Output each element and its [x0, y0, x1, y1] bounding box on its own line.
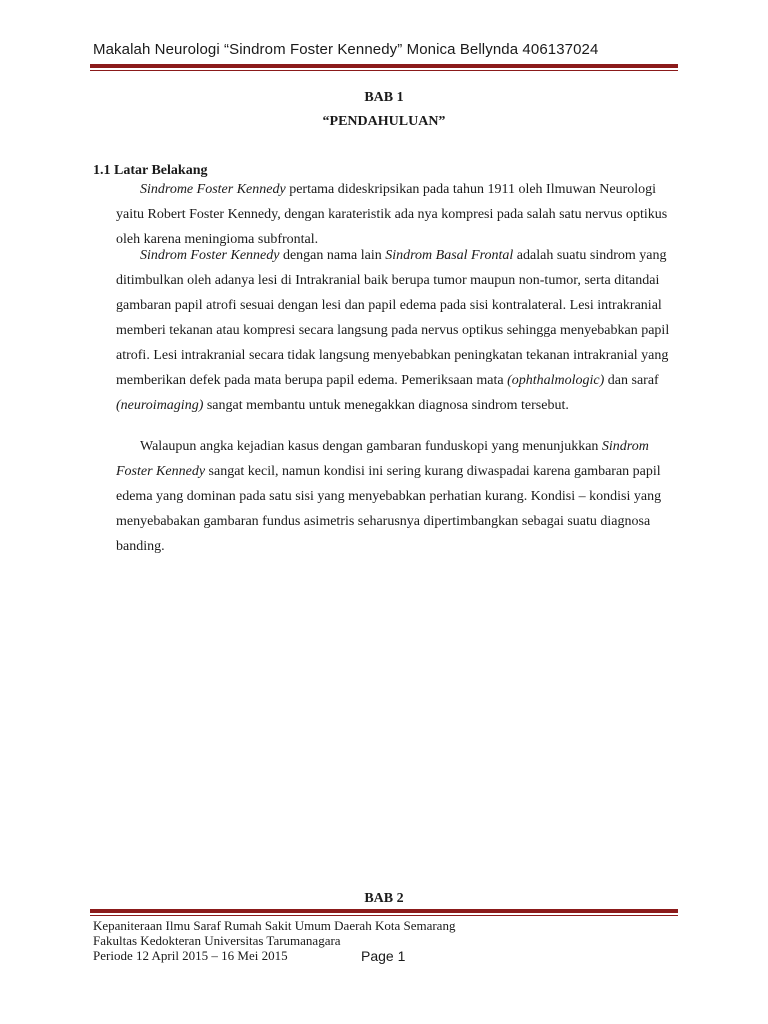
chapter-label: BAB 1 [364, 90, 404, 105]
paragraph-text: sangat kecil, namun kondisi ini sering kurang diwaspadai karena gambaran papil edema yang dominan pada satu sisi yang menyebabkan perhatian kurang. Kondisi – kondisi yang menyebabakan gambaran fundus asimetris seharusnya dipertimbangkan sebagai suatu diagnosa banding. [116, 464, 662, 554]
italic-term: (neuroimaging) [116, 398, 204, 413]
section-heading: 1.1 Latar Belakang [93, 163, 208, 178]
footer-rule-thin [90, 915, 678, 916]
page-number: Page 1 [361, 948, 406, 964]
paragraph-text: adalah suatu sindrom yang ditimbulkan oleh adanya lesi di Intrakranial baik berupa tumor maupun non-tumor, serta ditandai gambaran papil atrofi sesuai dengan lesi dan papil edema pada sisi kontralateral. Lesi intrakranial memberi tekanan atau kompresi secara langsung pada nervus optikus sehingga menyebabkan papil atrofi. Lesi intrakranial secara tidak langsung menyebabkan peningkatan tekanan intrakranial yang memberikan defek pada mata berupa papil edema. Pemeriksaan mata [116, 248, 670, 388]
paragraph-3 [116, 434, 682, 559]
italic-term: (ophthalmologic) [507, 373, 605, 388]
document-header-title: Makalah Neurologi “Sindrom Foster Kennedy” Monica Bellynda 406137024 [93, 41, 599, 58]
italic-term: Sindrom Foster Kennedy [140, 248, 280, 263]
footer-rule-thick [90, 909, 678, 913]
header-rule-thick [90, 64, 678, 68]
header-rule-thin [90, 70, 678, 71]
footer-line-2: Fakultas Kedokteran Universitas Tarumanagara [93, 933, 341, 948]
paragraph-text: sangat membantu untuk menegakkan diagnosa sindrom tersebut. [203, 398, 569, 413]
paragraph-text: dengan nama lain [279, 248, 386, 263]
paragraph-text: Walaupun angka kejadian kasus dengan gambaran funduskopi yang menunjukkan [140, 439, 602, 454]
italic-term: Sindrome Foster Kennedy [140, 182, 286, 197]
footer-line-1: Kepaniteraan Ilmu Saraf Rumah Sakit Umum Daerah Kota Semarang [93, 918, 456, 933]
chapter-title: “PENDAHULUAN” [322, 114, 446, 129]
italic-term: Sindrom Basal Frontal [385, 248, 514, 263]
footer-line-3: Periode 12 April 2015 – 16 Mei 2015 [93, 948, 288, 963]
paragraph-text: pertama dideskripsikan pada tahun 1911 oleh Ilmuwan Neurologi yaitu Robert Foster Kennedy, dengan karateristik ada nya kompresi pada salah satu nervus optikus oleh karena meningioma subfrontal. [116, 182, 668, 247]
paragraph-text: dan saraf [604, 373, 659, 388]
paragraph-1 [116, 177, 682, 252]
paragraph-2 [116, 243, 682, 418]
italic-term: Sindrom Foster Kennedy [116, 439, 649, 479]
next-chapter-label: BAB 2 [364, 891, 404, 906]
